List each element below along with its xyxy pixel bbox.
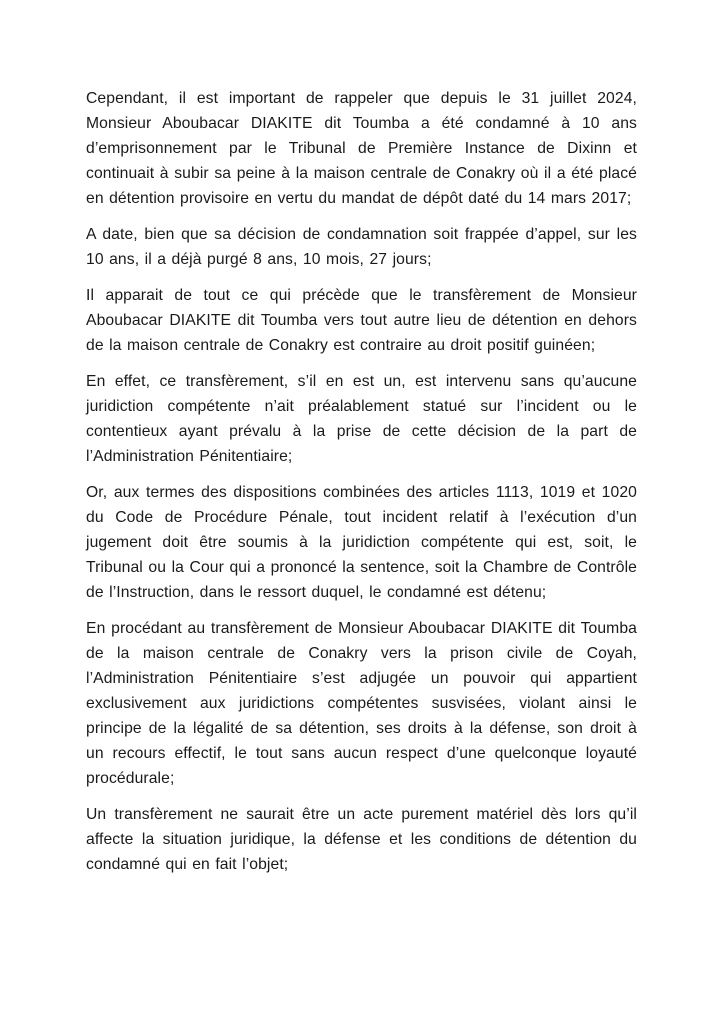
paragraph-administration-overreach: En procédant au transfèrement de Monsieur Aboubacar DIAKITE dit Toumba de la maison centrale de Conakry vers la prison civile de Coyah, l’Administration Pénitentiaire s’est adjugée un pouvoir qui appartient exclusivement aux juridictions compétentes susvisées, violant ainsi le principe de la légalité de sa détention, ses droits à la défense, son droit à un recours effectif, le tout sans aucun respect d’une quelconque loyauté procédurale;: [86, 620, 637, 787]
paragraph-transfer-contrary-to-law: Il apparait de tout ce qui précède que le transfèrement de Monsieur Aboubacar DIAKITE dit Toumba vers tout autre lieu de détention en dehors de la maison centrale de Conakry est contraire au droit positif guinéen;: [86, 287, 637, 354]
paragraph-conviction-recall: Cependant, il est important de rappeler que depuis le 31 juillet 2024, Monsieur Aboubacar DIAKITE dit Toumba a été condamné à 10 ans d’emprisonnement par le Tribunal de Première Instance de Dixinn et continuait à subir sa peine à la maison centrale de Conakry où il a été placé en détention provisoire en vertu du mandat de dépôt daté du 14 mars 2017;: [86, 90, 637, 207]
paragraph-code-procedure-articles: Or, aux termes des dispositions combinées des articles 1113, 1019 et 1020 du Code de Procédure Pénale, tout incident relatif à l’exécution d’un jugement doit être soumis à la juridiction compétente qui est, soit, le Tribunal ou la Cour qui a prononcé la sentence, soit la Chambre de Contrôle de l’Instruction, dans le ressort duquel, le condamné est détenu;: [86, 484, 637, 601]
paragraph-no-competent-jurisdiction: En effet, ce transfèrement, s’il en est un, est intervenu sans qu’aucune juridiction compétente n’ait préalablement statué sur l’incident ou le contentieux ayant prévalu à la prise de cette décision de la part de l’Administration Pénitentiaire;: [86, 373, 637, 465]
paragraph-time-served: A date, bien que sa décision de condamnation soit frappée d’appel, sur les 10 ans, il a déjà purgé 8 ans, 10 mois, 27 jours;: [86, 226, 637, 268]
paragraph-transfer-not-material-act: Un transfèrement ne saurait être un acte purement matériel dès lors qu’il affecte la situation juridique, la défense et les conditions de détention du condamné qui en fait l’objet;: [86, 806, 637, 873]
